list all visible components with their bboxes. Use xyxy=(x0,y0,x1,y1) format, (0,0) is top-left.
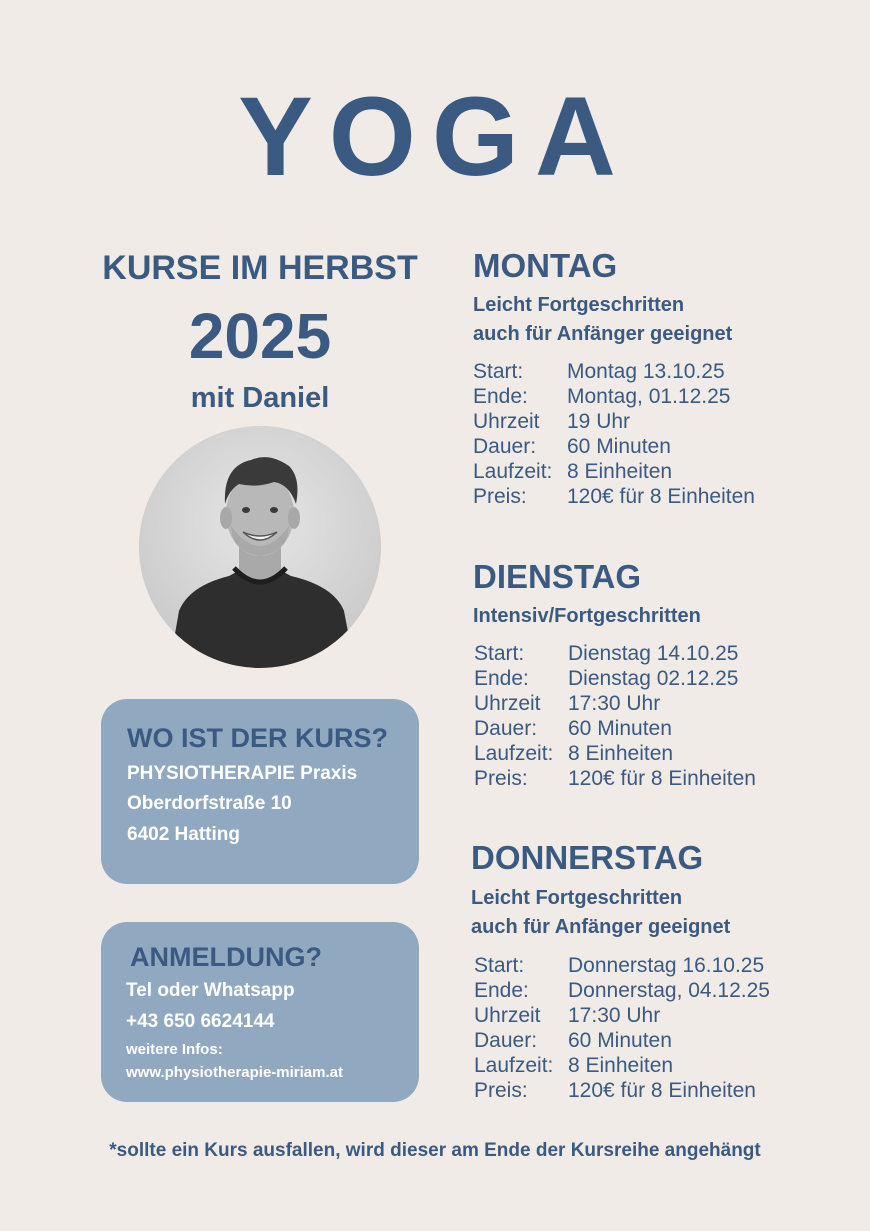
detail-value: 17:30 Uhr xyxy=(568,692,661,715)
detail-label: Uhrzeit xyxy=(473,410,540,433)
location-line: PHYSIOTHERAPIE Praxis xyxy=(127,763,358,784)
detail-value: 8 Einheiten xyxy=(567,460,673,483)
detail-label: Preis: xyxy=(474,1079,528,1102)
course-day: DIENSTAG xyxy=(473,558,642,595)
detail-value: Dienstag 02.12.25 xyxy=(568,667,739,690)
detail-label: Ende: xyxy=(474,667,529,690)
course-subtitle: Intensiv/Fortgeschritten xyxy=(473,605,701,627)
year-heading: 2025 xyxy=(188,300,332,372)
detail-value: Donnerstag 16.10.25 xyxy=(568,954,765,977)
course-subtitle: Leicht Fortgeschritten xyxy=(473,294,685,316)
location-heading: WO IST DER KURS? xyxy=(127,723,388,753)
detail-value: 19 Uhr xyxy=(567,410,631,433)
detail-value: 60 Minuten xyxy=(567,435,671,458)
detail-label: Dauer: xyxy=(474,717,538,740)
detail-label: Start: xyxy=(474,954,525,977)
detail-label: Preis: xyxy=(474,767,528,790)
detail-label: Ende: xyxy=(474,979,529,1002)
detail-label: Dauer: xyxy=(473,435,537,458)
detail-value: 120€ für 8 Einheiten xyxy=(568,767,756,790)
detail-label: Laufzeit: xyxy=(473,460,553,483)
footnote: *sollte ein Kurs ausfallen, wird dieser am Ende der Kursreihe angehängt xyxy=(109,1140,761,1161)
course-subtitle: auch für Anfänger geeignet xyxy=(471,916,731,938)
detail-label: Preis: xyxy=(473,485,527,508)
instructor-photo xyxy=(139,426,381,668)
detail-value: Dienstag 14.10.25 xyxy=(568,642,739,665)
detail-label: Laufzeit: xyxy=(474,742,554,765)
phone-number[interactable]: +43 650 6624144 xyxy=(126,1011,275,1032)
detail-value: 60 Minuten xyxy=(568,1029,672,1052)
detail-label: Ende: xyxy=(473,385,528,408)
instructor-name: mit Daniel xyxy=(190,382,330,414)
course-day: DONNERSTAG xyxy=(471,839,704,876)
registration-heading: ANMELDUNG? xyxy=(130,942,322,972)
detail-label: Uhrzeit xyxy=(474,692,541,715)
website-link[interactable]: www.physiotherapie-miriam.at xyxy=(126,1064,343,1081)
detail-label: Start: xyxy=(473,360,524,383)
detail-value: 120€ für 8 Einheiten xyxy=(567,485,755,508)
detail-value: Montag, 01.12.25 xyxy=(567,385,731,408)
detail-value: 60 Minuten xyxy=(568,717,672,740)
location-card xyxy=(101,699,419,884)
registration-card xyxy=(101,922,419,1102)
location-line: 6402 Hatting xyxy=(127,824,240,845)
registration-line: Tel oder Whatsapp xyxy=(126,980,295,1001)
course-subtitle: auch für Anfänger geeignet xyxy=(473,323,733,345)
detail-label: Laufzeit: xyxy=(474,1054,554,1077)
season-heading: KURSE IM HERBST xyxy=(102,249,418,287)
course-subtitle: Leicht Fortgeschritten xyxy=(471,887,683,909)
location-line: Oberdorfstraße 10 xyxy=(127,793,292,814)
course-day: MONTAG xyxy=(473,247,618,284)
detail-label: Dauer: xyxy=(474,1029,538,1052)
detail-value: 8 Einheiten xyxy=(568,742,674,765)
detail-value: Montag 13.10.25 xyxy=(567,360,725,383)
page-title: YOGA xyxy=(238,74,632,199)
detail-value: 17:30 Uhr xyxy=(568,1004,661,1027)
detail-value: 8 Einheiten xyxy=(568,1054,674,1077)
detail-label: Start: xyxy=(474,642,525,665)
detail-value: Donnerstag, 04.12.25 xyxy=(568,979,770,1002)
detail-value: 120€ für 8 Einheiten xyxy=(568,1079,756,1102)
info-label: weitere Infos: xyxy=(126,1041,223,1058)
detail-label: Uhrzeit xyxy=(474,1004,541,1027)
